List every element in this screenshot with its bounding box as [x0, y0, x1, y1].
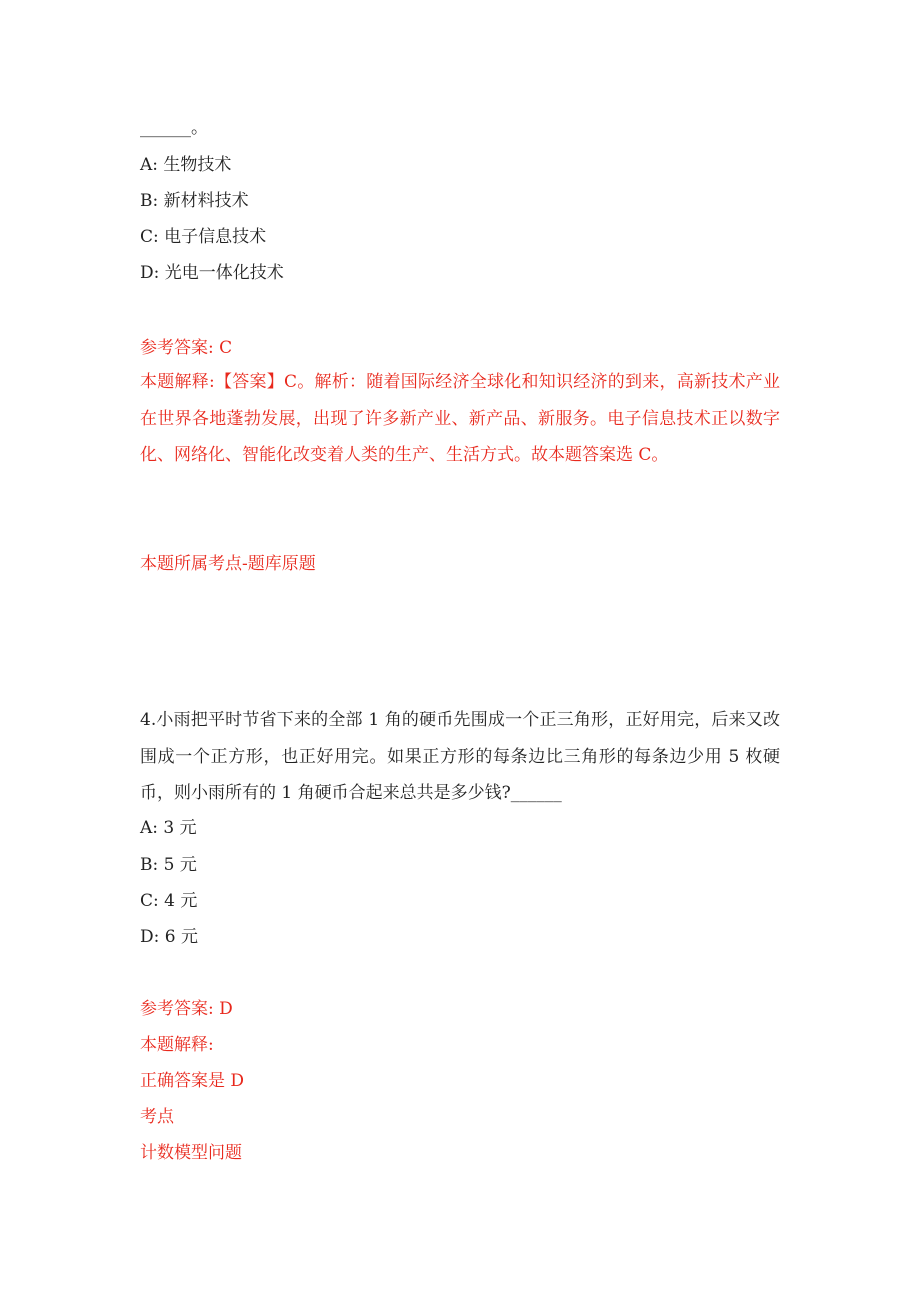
q3-option-c: C: 电子信息技术 — [140, 227, 267, 247]
q3-source: 本题所属考点-题库原题 — [140, 554, 316, 574]
q4-option-d: D: 6 元 — [140, 927, 198, 947]
q4-point-label: 考点 — [140, 1107, 174, 1127]
q4-point: 计数模型问题 — [140, 1143, 242, 1163]
q4-option-c: C: 4 元 — [140, 891, 198, 911]
q4-answer: 参考答案: D — [140, 999, 233, 1019]
q4-option-a: A: 3 元 — [140, 818, 197, 838]
q4-option-b: B: 5 元 — [140, 855, 197, 875]
q4-stem: 4.小雨把平时节省下来的全部 1 角的硬币先围成一个正三角形，正好用完，后来又改围成一个正方形，也正好用完。如果正方形的每条边比三角形的每条边少用 5 枚硬币，则小雨所有的 1 角硬币合起来总共是多少钱?______ — [140, 710, 780, 803]
q3-option-a: A: 生物技术 — [140, 155, 232, 175]
q4-correct-answer: 正确答案是 D — [140, 1071, 245, 1091]
q3-answer: 参考答案: C — [140, 338, 233, 358]
q3-option-b: B: 新材料技术 — [140, 191, 249, 211]
q3-option-d: D: 光电一体化技术 — [140, 263, 284, 283]
q3-explanation: 本题解释:【答案】C。解析：随着国际经济全球化和知识经济的到来，高新技术产业在世界各地蓬勃发展，出现了许多新产业、新产品、新服务。电子信息技术正以数字化、网络化、智能化改变着人类的生产、生活方式。故本题答案选 C。 — [140, 372, 780, 465]
q3-stem-tail: ______。 — [140, 118, 208, 138]
q4-explanation-label: 本题解释: — [140, 1035, 214, 1055]
